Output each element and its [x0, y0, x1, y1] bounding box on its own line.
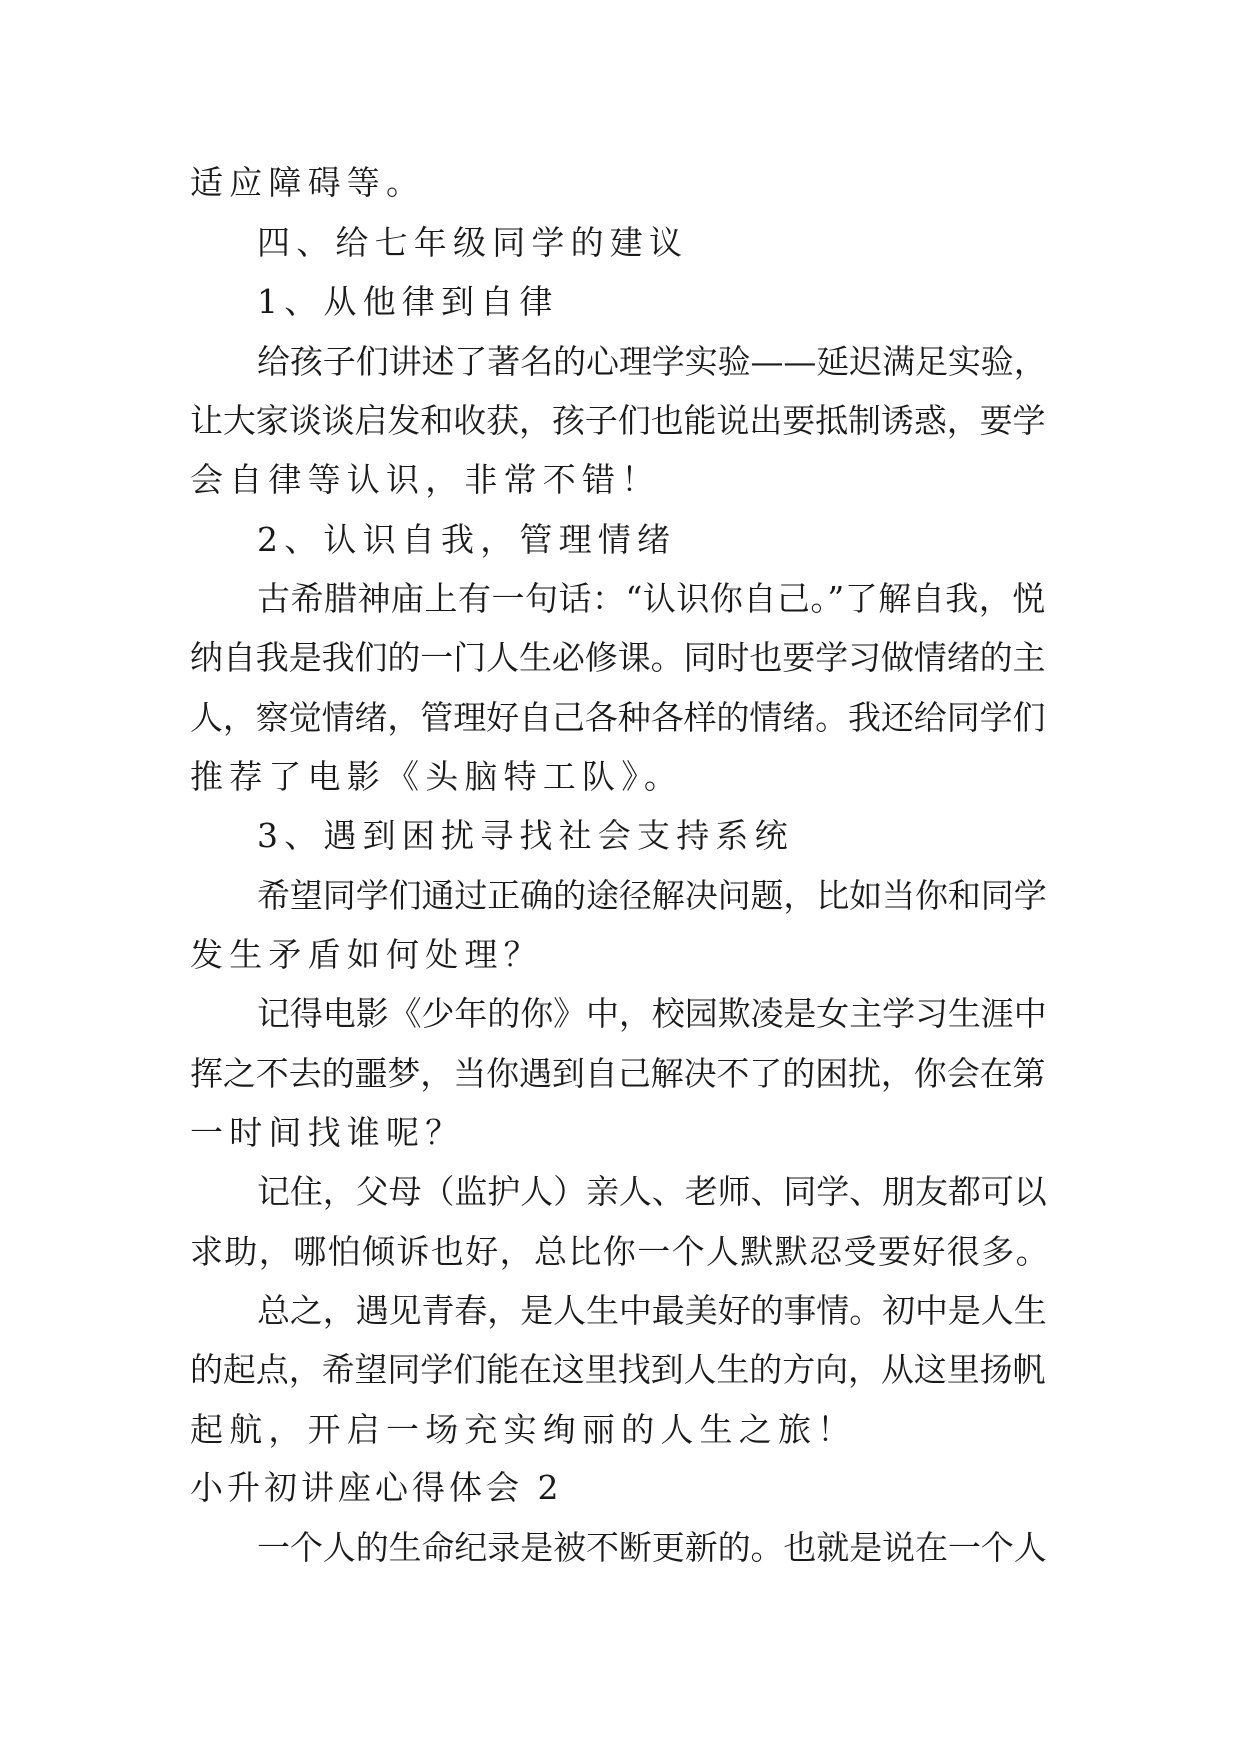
- paragraph-line: 挥之不去的噩梦，当你遇到自己解决不了的困扰，你会在第: [190, 1054, 1046, 1093]
- subsection-heading: 3、遇到困扰寻找社会支持系统: [257, 816, 794, 855]
- paragraph-line: 记住，父母（监护人）亲人、老师、同学、朋友都可以: [257, 1172, 1047, 1211]
- paragraph-line: 起航，开启一场充实绚丽的人生之旅！: [190, 1410, 857, 1449]
- paragraph-line: 一个人的生命纪录是被不断更新的。也就是说在一个人: [257, 1528, 1047, 1567]
- paragraph-line: 适应障碍等。: [190, 163, 426, 202]
- paragraph-line: 一时间找谁呢？: [190, 1113, 465, 1152]
- paragraph-line: 会自律等认识，非常不错！: [190, 460, 661, 499]
- paragraph-line: 纳自我是我们的一门人生必修课。同时也要学习做情绪的主: [190, 638, 1046, 677]
- paragraph-line: 古希腊神庙上有一句话：“认识你自己。”了解自我，悦: [257, 579, 1046, 618]
- paragraph-line: 推荐了电影《头脑特工队》。: [190, 757, 684, 796]
- section-heading: 四、给七年级同学的建议: [257, 223, 689, 262]
- paragraph-line: 给孩子们讲述了著名的心理学实验——延迟满足实验，: [257, 342, 1047, 381]
- paragraph-line: 总之，遇见青春，是人生中最美好的事情。初中是人生: [257, 1291, 1047, 1330]
- subsection-heading: 2、认识自我，管理情绪: [257, 520, 677, 559]
- paragraph-line: 发生矛盾如何处理？: [190, 935, 543, 974]
- paragraph-line: 记得电影《少年的你》中，校园欺凌是女主学习生涯中: [257, 994, 1047, 1033]
- paragraph-line: 人，察觉情绪，管理好自己各种各样的情绪。我还给同学们: [190, 698, 1046, 737]
- paragraph-line: 让大家谈谈启发和收获，孩子们也能说出要抵制诱惑，要学: [190, 401, 1046, 440]
- paragraph-line: 希望同学们通过正确的途径解决问题，比如当你和同学: [257, 876, 1047, 915]
- paragraph-line: 的起点，希望同学们能在这里找到人生的方向，从这里扬帆: [190, 1350, 1046, 1389]
- paragraph-line: 求助，哪怕倾诉也好，总比你一个人默默忍受要好很多。: [190, 1232, 1050, 1271]
- article-title: 小升初讲座心得体会 2: [190, 1468, 563, 1507]
- subsection-heading: 1、从他律到自律: [257, 282, 559, 321]
